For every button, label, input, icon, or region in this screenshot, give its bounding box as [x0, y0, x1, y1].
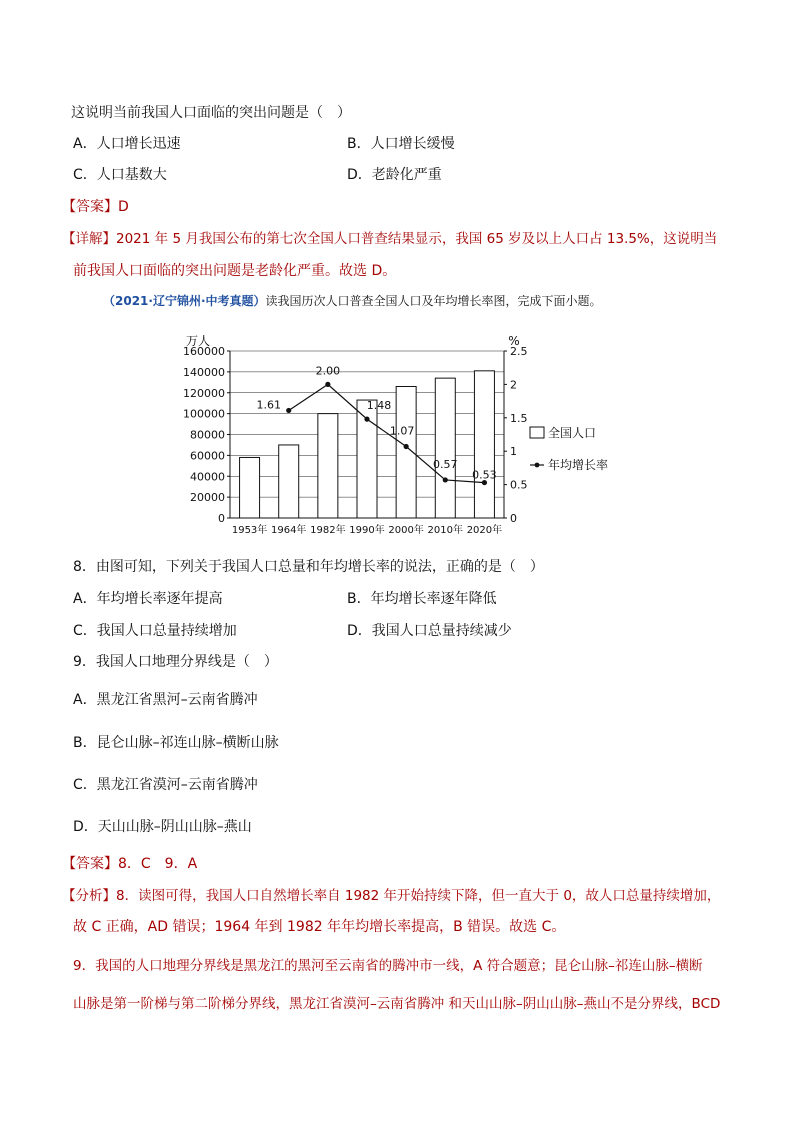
right-tick-label: 2.5 — [510, 345, 528, 358]
q7-detail-line2: 前我国人口面临的突出问题是老龄化严重。故选 D。 — [73, 263, 397, 279]
growth-point-1982年 — [325, 382, 330, 387]
q7-answer: 【答案】D — [62, 199, 129, 215]
q9-option-a: A．黑龙江省黑河–云南省腾冲 — [73, 692, 258, 708]
x-tick-label: 1990年 — [349, 525, 385, 536]
right-tick-label: 2 — [510, 378, 517, 392]
left-axis-unit: 万人 — [185, 334, 211, 348]
data-label: 1.07 — [389, 424, 415, 438]
x-tick-label: 1964年 — [270, 525, 307, 536]
material-text: 读我国历次人口普查全国人口及年均增长率图，完成下面小题。 — [265, 294, 602, 308]
legend-bar-swatch — [530, 427, 544, 438]
q7-detail-line1: 【详解】2021 年 5 月我国公布的第七次全国人口普查结果显示，我国 65 岁及以上人口占 13.5%，这说明当 — [62, 231, 718, 247]
right-tick-label: 1.5 — [510, 411, 528, 425]
analysis-line3: 9．我国的人口地理分界线是黑龙江的黑河至云南省的腾冲市一线，A 符合题意；昆仑山脉–祁连山脉–横断 — [73, 958, 703, 974]
bar-2020年 — [474, 371, 494, 518]
bar-1953年 — [240, 457, 260, 518]
x-tick-label: 2020年 — [466, 525, 503, 536]
data-label: 1.61 — [256, 398, 281, 412]
right-tick-label: 1 — [510, 445, 517, 459]
answers-line: 【答案】8．C 9．A — [62, 856, 198, 872]
legend-line-marker — [535, 463, 540, 468]
q9-option-d: D．天山山脉–阴山山脉–燕山 — [73, 819, 252, 835]
left-tick-label: 0 — [218, 512, 225, 525]
right-tick-label: 0 — [510, 512, 517, 525]
legend-population-label: 全国人口 — [548, 426, 597, 440]
q7-option-c: C．人口基数大 — [73, 167, 167, 183]
population-chart — [0, 320, 794, 550]
analysis-line1: 【分析】8．读图可得，我国人口自然增长率自 1982 年开始持续下降，但一直大于 0，故人口总量持续增加， — [62, 888, 721, 904]
q8-option-a: A．年均增长率逐年提高 — [73, 591, 223, 607]
legend-growth-label: 年均增长率 — [548, 458, 609, 472]
bar-2010年 — [435, 378, 455, 518]
bar-1964年 — [279, 445, 299, 518]
q8-stem: 8．由图可知，下列关于我国人口总量和年均增长率的说法，正确的是（ ） — [73, 559, 544, 575]
growth-point-2010年 — [443, 477, 448, 482]
q7-option-a: A．人口增长迅速 — [73, 136, 181, 152]
x-tick-label: 1953年 — [231, 525, 268, 536]
bar-1982年 — [318, 414, 338, 518]
left-tick-label: 60000 — [190, 449, 225, 463]
left-tick-label: 140000 — [183, 365, 225, 379]
left-tick-label: 160000 — [183, 345, 225, 358]
left-tick-label: 40000 — [190, 470, 225, 484]
material-heading — [103, 292, 602, 309]
data-label: 0.57 — [433, 457, 458, 471]
analysis-line4: 山脉是第一阶梯与第二阶梯分界线，黑龙江省漠河–云南省腾冲 和天山山脉–阴山山脉–燕山不是分界线，BCD — [73, 996, 721, 1012]
data-label: 2.00 — [315, 364, 341, 378]
q9-option-b: B．昆仑山脉–祁连山脉–横断山脉 — [73, 735, 279, 751]
material-source: （2021·辽宁锦州·中考真题） — [103, 294, 266, 308]
chart-legend — [530, 425, 608, 472]
q7-stem: 这说明当前我国人口面临的突出问题是（ ） — [71, 105, 351, 121]
data-label: 1.48 — [366, 399, 392, 413]
left-tick-label: 80000 — [190, 428, 225, 442]
right-axis-unit: % — [508, 334, 520, 348]
q7-option-d: D．老龄化严重 — [347, 167, 442, 183]
q9-option-c: C．黑龙江省漠河–云南省腾冲 — [73, 777, 258, 793]
left-tick-label: 100000 — [183, 407, 225, 421]
q8-option-d: D．我国人口总量持续减少 — [347, 623, 512, 639]
growth-point-2000年 — [404, 444, 409, 449]
analysis-line2: 故 C 正确，AD 错误；1964 年到 1982 年年均增长率提高，B 错误。故选 C。 — [73, 919, 566, 935]
q8-option-c: C．我国人口总量持续增加 — [73, 623, 237, 639]
x-tick-label: 2000年 — [388, 525, 424, 536]
q9-stem: 9．我国人口地理分界线是（ ） — [73, 654, 278, 670]
left-tick-label: 120000 — [183, 386, 225, 400]
growth-point-1990年 — [364, 417, 369, 422]
growth-point-1964年 — [286, 408, 291, 413]
data-label: 0.53 — [472, 468, 497, 482]
q7-option-b: B．人口增长缓慢 — [347, 136, 455, 152]
q8-option-b: B．年均增长率逐年降低 — [347, 591, 497, 607]
left-tick-label: 20000 — [190, 491, 225, 505]
right-tick-label: 0.5 — [510, 478, 528, 492]
x-tick-label: 2010年 — [427, 525, 464, 536]
x-tick-label: 1982年 — [310, 525, 346, 536]
